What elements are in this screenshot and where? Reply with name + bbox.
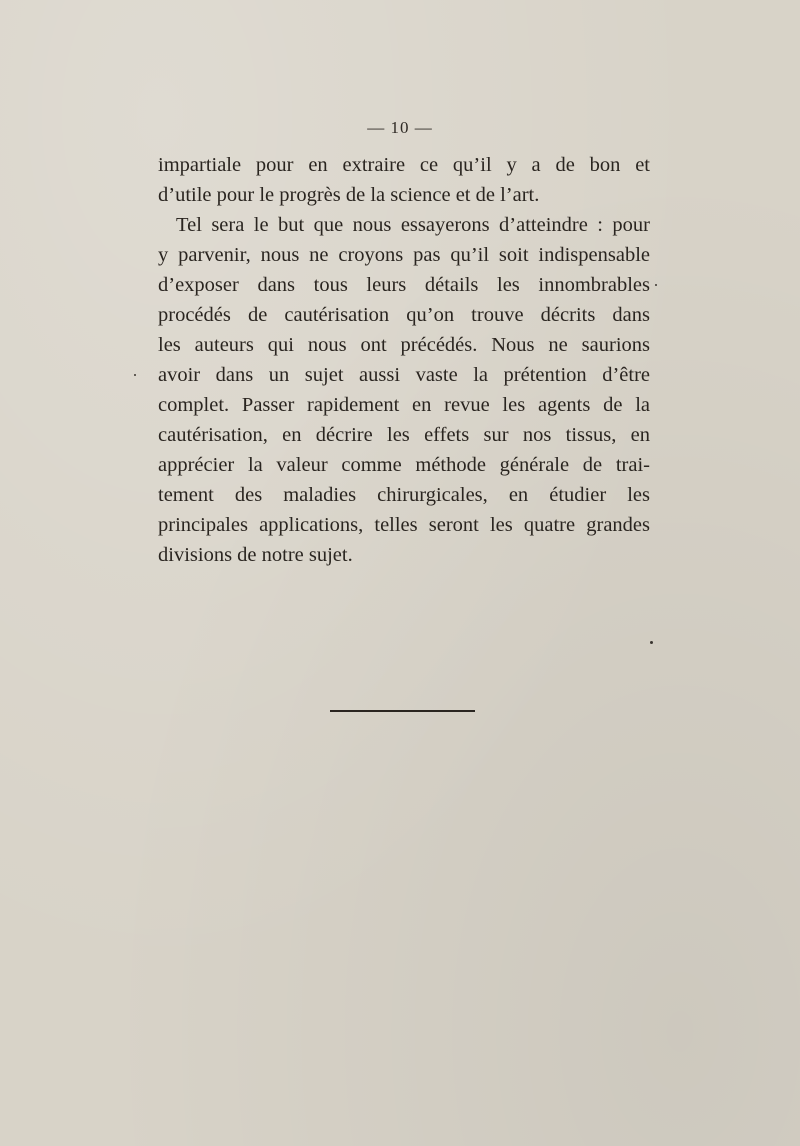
text-line: les auteurs qui nous ont précédés. Nous ne saurions <box>158 334 650 356</box>
text-line: d’utile pour le progrès de la science et de l’art. <box>158 184 540 206</box>
text-line: cautérisation, en décrire les effets sur nos tissus, en <box>158 424 650 446</box>
text-line: divisions de notre sujet. <box>158 544 353 566</box>
text-line: impartiale pour en extraire ce qu’il y a de bon et <box>158 154 650 176</box>
text-line: d’exposer dans tous leurs détails les innombrables <box>158 274 650 296</box>
text-line: apprécier la valeur comme méthode générale de trai- <box>158 454 650 476</box>
text-line: principales applications, telles seront les quatre grandes <box>158 514 650 536</box>
section-divider <box>330 710 475 712</box>
text-line: Tel sera le but que nous essayerons d’atteindre : pour <box>176 214 650 236</box>
text-line: y parvenir, nous ne croyons pas qu’il soit indispensable <box>158 244 650 266</box>
text-line: complet. Passer rapidement en revue les agents de la <box>158 394 650 416</box>
text-line: procédés de cautérisation qu’on trouve décrits dans <box>158 304 650 326</box>
text-line: avoir dans un sujet aussi vaste la prétention d’être <box>158 364 650 386</box>
paper-speck <box>650 641 653 644</box>
paper-speck <box>655 284 657 286</box>
page-number: — 10 — <box>367 118 433 137</box>
text-line: tement des maladies chirurgicales, en étudier les <box>158 484 650 506</box>
body-text <box>158 150 650 570</box>
paper-speck <box>134 374 136 376</box>
